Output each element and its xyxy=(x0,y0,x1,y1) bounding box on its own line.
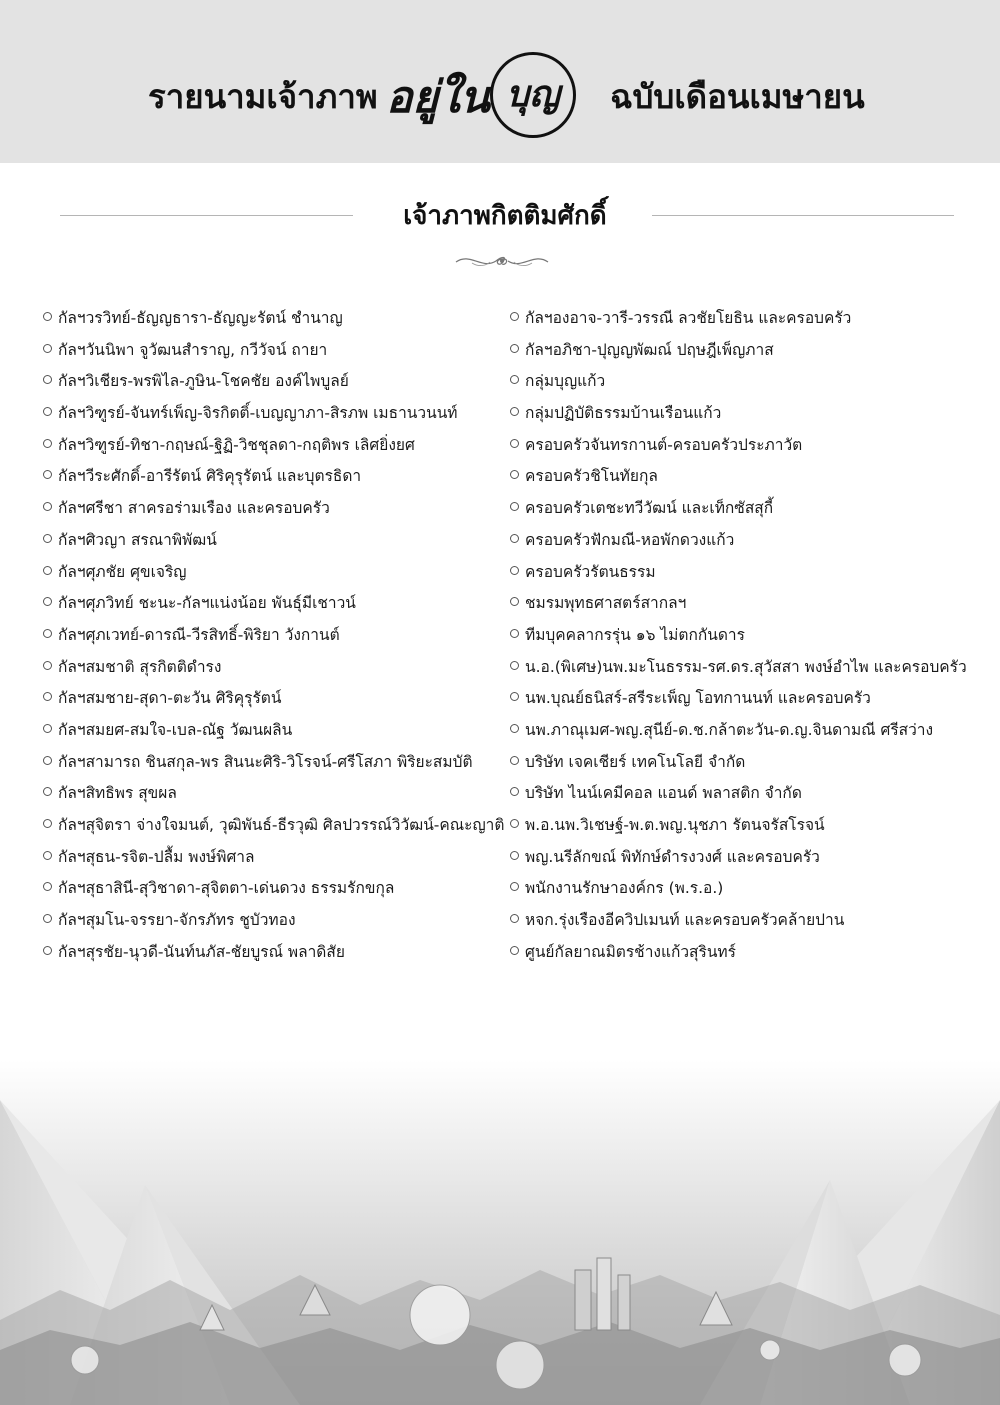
circle-bullet-icon xyxy=(510,407,519,416)
donor-name: กัลฯสมชาติ สุรกิตติดำรง xyxy=(58,657,222,676)
circle-bullet-icon xyxy=(43,502,52,511)
donor-name: ศูนย์กัลยาณมิตรช้างแก้วสุรินทร์ xyxy=(525,942,736,961)
donor-name: ครอบครัวจันทรกานต์-ครอบครัวประภาวัต xyxy=(525,435,803,454)
logo-text-part2: บุญ xyxy=(506,73,560,115)
circle-bullet-icon xyxy=(510,914,519,923)
list-item xyxy=(43,778,513,810)
list-item xyxy=(43,842,513,874)
donor-name: กัลฯสิทธิพร สุขผล xyxy=(58,784,177,803)
circle-bullet-icon xyxy=(43,375,52,384)
list-item xyxy=(43,715,513,747)
donor-name: หจก.รุ่งเรืองอีควิปเมนท์ และครอบครัวคล้ายปาน xyxy=(525,911,845,930)
list-item xyxy=(510,303,960,335)
donor-name: บริษัท เจคเชียร์ เทคโนโลยี จำกัด xyxy=(525,752,746,771)
list-item xyxy=(43,525,513,557)
donor-name: กัลฯวิฑูรย์-จันทร์เพ็ญ-จิรกิตติ์-เบญญาภา-สิรภพ เมธานวนนท์ xyxy=(58,404,458,423)
left-donor-column xyxy=(43,303,513,968)
circle-bullet-icon xyxy=(43,724,52,733)
donor-name: กลุ่มบุญแก้ว xyxy=(525,372,606,391)
right-donor-column xyxy=(510,303,967,968)
donor-name: กัลฯสมยศ-สมใจ-เบล-ณัฐ วัฒนผลิน xyxy=(58,720,293,739)
donor-name: กัลฯศิวญา สรณาพิพัฒน์ xyxy=(58,530,217,549)
list-item xyxy=(43,398,513,430)
donor-name: กัลฯวรวิทย์-ธัญญธารา-ธัญญะรัตน์ ชำนาญ xyxy=(58,309,343,327)
circle-bullet-icon xyxy=(510,597,519,606)
logo-circle xyxy=(490,52,576,138)
donor-name: กัลฯศุภชัย ศุขเจริญ xyxy=(58,562,187,581)
donor-name: ครอบครัวรัตนธรรม xyxy=(525,562,656,581)
list-item xyxy=(510,715,960,747)
donor-name: กัลฯวันนิพา จูวัฒนสำราญ, กวีวัจน์ ถายา xyxy=(58,340,328,359)
list-item xyxy=(43,652,513,684)
list-item xyxy=(510,683,960,715)
list-item xyxy=(43,557,513,589)
title-rule-left xyxy=(60,215,353,216)
header-title-right: ฉบับเดือนเมษายน xyxy=(610,77,865,116)
circle-bullet-icon xyxy=(510,566,519,575)
circle-bullet-icon xyxy=(510,312,519,321)
donor-name: นพ.ภาณุเมศ-พญ.สุนีย์-ด.ช.กล้าตะวัน-ด.ญ.จินดามณี ศรีสว่าง xyxy=(525,720,934,739)
list-item xyxy=(510,557,960,589)
circle-bullet-icon xyxy=(43,439,52,448)
circle-bullet-icon xyxy=(43,566,52,575)
donor-name: กลุ่มปฏิบัติธรรมบ้านเรือนแก้ว xyxy=(525,404,722,423)
circle-bullet-icon xyxy=(43,787,52,796)
circle-bullet-icon xyxy=(510,946,519,955)
donor-name: กัลฯอภิชา-ปุญญพัฒณ์ ปฤษฎีเพ็ญภาส xyxy=(525,340,774,359)
donor-name: พญ.นรีลักขณ์ พิทักษ์ดำรงวงศ์ และครอบครัว xyxy=(525,847,820,866)
circle-bullet-icon xyxy=(510,375,519,384)
circle-bullet-icon xyxy=(43,534,52,543)
magazine-logo xyxy=(380,48,600,148)
crystal-pyramid-illustration xyxy=(0,1060,1000,1405)
donor-name: กัลฯสุจิตรา จ่างใจมนต์, วุฒิพันธ์-ธีรวุฒิ ศิลปวรรณ์วิวัฒน์-คณะญาติ xyxy=(58,816,505,834)
donor-name: บริษัท ไนน์เคมีคอล แอนด์ พลาสติก จำกัด xyxy=(525,784,802,803)
list-item xyxy=(510,842,960,874)
circle-bullet-icon xyxy=(43,597,52,606)
circle-bullet-icon xyxy=(43,692,52,701)
list-item xyxy=(510,747,960,779)
list-item xyxy=(43,366,513,398)
circle-bullet-icon xyxy=(43,661,52,670)
donor-name: กัลฯศรีชา สาครอร่ามเรือง และครอบครัว xyxy=(58,499,330,518)
donor-name: กัลฯวีระศักดิ์-อารีรัตน์ ศิริคุรุรัตน์ และบุตรธิดา xyxy=(58,467,362,486)
list-item xyxy=(510,430,960,462)
list-item xyxy=(510,398,960,430)
donor-name: นพ.บุณย์ธนิสร์-สรีระเพ็ญ โอทกานนท์ และครอบครัว xyxy=(525,689,871,708)
list-item xyxy=(43,335,513,367)
donor-name: กัลฯศุภวิทย์ ชะนะ-กัลฯแน่งน้อย พันธุ์มีเชาวน์ xyxy=(58,594,356,613)
circle-bullet-icon xyxy=(43,756,52,765)
donor-name: กัลฯสุธน-รจิต-ปลื้ม พงษ์พิศาล xyxy=(58,847,255,866)
list-item xyxy=(510,620,960,652)
circle-bullet-icon xyxy=(43,851,52,860)
donor-name: ครอบครัวเตชะทวีวัฒน์ และเท็กซัสสุกี้ xyxy=(525,499,774,518)
list-item xyxy=(510,588,960,620)
list-item xyxy=(510,937,960,969)
list-item xyxy=(510,905,960,937)
circle-bullet-icon xyxy=(510,819,519,828)
logo-text-part1: อยู่ใน xyxy=(386,72,490,123)
donor-name: พนักงานรักษาองค์กร (พ.ร.อ.) xyxy=(525,879,724,898)
list-item xyxy=(43,493,513,525)
list-item xyxy=(510,461,960,493)
list-item xyxy=(43,905,513,937)
donor-name: ทีมบุคคลากรรุ่น ๑๖ ไม่ตกกันดาร xyxy=(525,625,745,644)
donor-name: กัลฯสามารถ ชินสกุล-พร สินนะศิริ-วิโรจน์-ศรีโสภา พิริยะสมบัติ xyxy=(58,752,473,771)
title-rule-right xyxy=(652,215,954,216)
circle-bullet-icon xyxy=(510,692,519,701)
list-item xyxy=(510,810,960,842)
circle-bullet-icon xyxy=(43,407,52,416)
circle-bullet-icon xyxy=(43,882,52,891)
list-item xyxy=(43,937,513,969)
donor-name: ชมรมพุทธศาสตร์สากลฯ xyxy=(525,594,687,613)
donor-name: กัลฯองอาจ-วารี-วรรณี ลวชัยโยธิน และครอบครัว xyxy=(525,309,852,327)
circle-bullet-icon xyxy=(43,344,52,353)
circle-bullet-icon xyxy=(43,470,52,479)
circle-bullet-icon xyxy=(510,439,519,448)
circle-bullet-icon xyxy=(510,534,519,543)
donor-name: ครอบครัวชิโนทัยกุล xyxy=(525,467,658,486)
circle-bullet-icon xyxy=(43,946,52,955)
list-item xyxy=(43,873,513,905)
donor-name: กัลฯวิเชียร-พรพิไล-ภูษิน-โชคชัย องค์ไพบูลย์ xyxy=(58,372,349,391)
donor-name: กัลฯวิฑูรย์-ทิชา-กฤษณ์-ฐิฏิ-วิชชุลดา-กฤติพร เลิศยิ่งยศ xyxy=(58,435,415,454)
circle-bullet-icon xyxy=(510,661,519,670)
list-item xyxy=(510,873,960,905)
list-item xyxy=(510,335,960,367)
donor-name: กัลฯสมชาย-สุดา-ตะวัน ศิริคุรุรัตน์ xyxy=(58,689,282,708)
circle-bullet-icon xyxy=(43,914,52,923)
circle-bullet-icon xyxy=(43,312,52,321)
list-item xyxy=(43,683,513,715)
list-item xyxy=(43,303,513,335)
circle-bullet-icon xyxy=(43,629,52,638)
circle-bullet-icon xyxy=(510,724,519,733)
list-item xyxy=(510,493,960,525)
list-item xyxy=(510,778,960,810)
circle-bullet-icon xyxy=(510,787,519,796)
list-item xyxy=(43,620,513,652)
donor-name: พ.อ.นพ.วิเชษฐ์-พ.ต.พญ.นุชภา รัตนจรัสโรจน์ xyxy=(525,816,825,834)
section-title: เจ้าภาพกิตติมศักดิ์ xyxy=(403,201,607,231)
donor-name: กัลฯศุภเวทย์-ดารณี-วีรสิทธิ์-พิริยา วังกานต์ xyxy=(58,625,340,644)
donor-name: กัลฯสุรชัย-นุวดี-นันท์นภัส-ชัยบูรณ์ พลาดิสัย xyxy=(58,942,345,961)
circle-bullet-icon xyxy=(510,629,519,638)
list-item xyxy=(43,747,513,779)
circle-bullet-icon xyxy=(510,502,519,511)
circle-bullet-icon xyxy=(510,344,519,353)
list-item xyxy=(43,588,513,620)
circle-bullet-icon xyxy=(43,819,52,828)
list-item xyxy=(510,652,967,684)
circle-bullet-icon xyxy=(510,756,519,765)
donor-name: น.อ.(พิเศษ)นพ.มะโนธรรม-รศ.ดร.สุวัสสา พงษ์อำไพ และครอบครัว xyxy=(525,657,967,676)
donor-name: ครอบครัวฟักมณี-หอพักดวงแก้ว xyxy=(525,530,735,549)
list-item xyxy=(510,525,960,557)
list-item xyxy=(43,810,513,842)
circle-bullet-icon xyxy=(510,882,519,891)
ornament-flourish-icon xyxy=(452,250,552,272)
header-title-left: รายนามเจ้าภาพ xyxy=(148,77,378,116)
donor-name: กัลฯสุมโน-จรรยา-จักรภัทร ชูบัวทอง xyxy=(58,911,296,930)
list-item xyxy=(43,430,513,462)
circle-bullet-icon xyxy=(510,851,519,860)
donor-name: กัลฯสุธาสินี-สุวิชาดา-สุจิตตา-เด่นดวง ธรรมรักขกุล xyxy=(58,879,395,898)
circle-bullet-icon xyxy=(510,470,519,479)
list-item xyxy=(43,461,513,493)
list-item xyxy=(510,366,960,398)
